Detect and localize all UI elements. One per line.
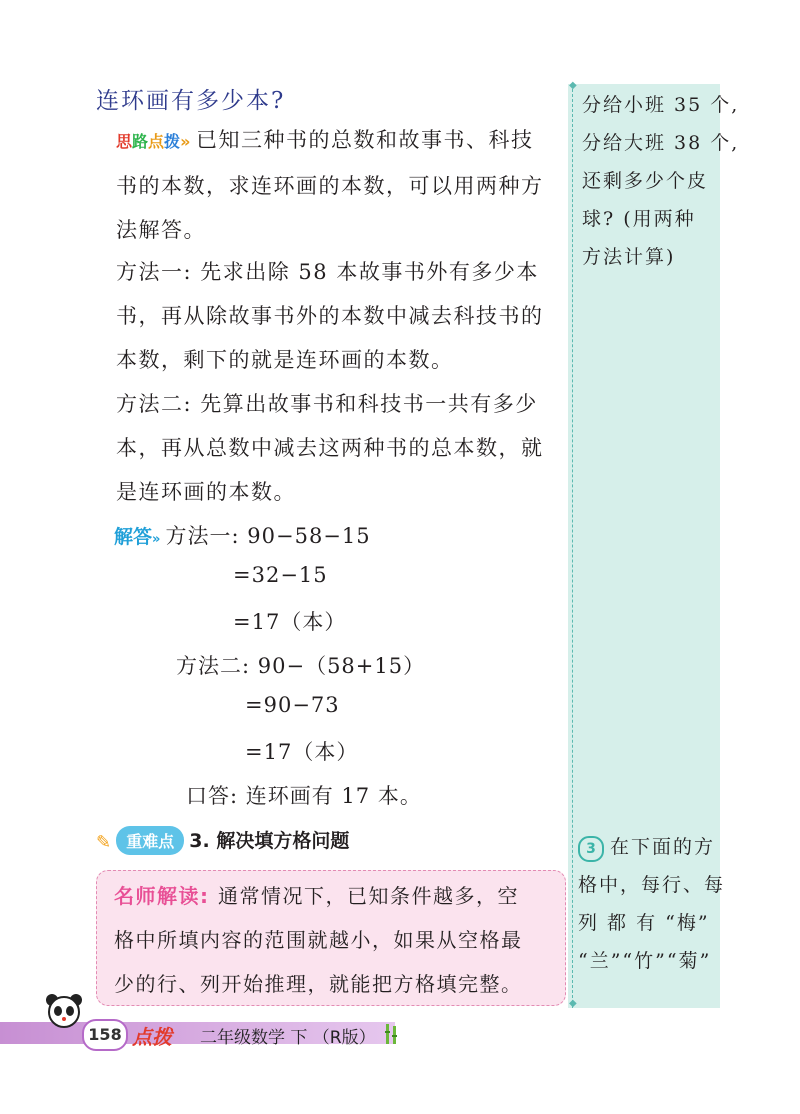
calc-line: 方法一: 90−58−15 bbox=[165, 524, 371, 548]
method-line: 本，再从总数中减去这两种书的总本数，就 bbox=[116, 436, 544, 460]
sidebar-divider bbox=[572, 84, 573, 1008]
calc-line: 方法二: 90−（58+15） bbox=[176, 654, 426, 678]
calc-line: =32−15 bbox=[233, 563, 328, 587]
method-two-paragraph bbox=[116, 382, 544, 514]
key-point-heading bbox=[96, 826, 349, 855]
sidebar-exercise-3 bbox=[578, 828, 725, 980]
pencil-icon: ✎ bbox=[96, 832, 112, 853]
page-number: 158 bbox=[82, 1019, 128, 1051]
method-one-paragraph bbox=[116, 250, 544, 382]
sidebar-exercise-2 bbox=[582, 86, 739, 276]
brand-logo: 点拨 bbox=[132, 1025, 172, 1049]
answer-row-1: 解答» 方法一: 90−58−15 bbox=[114, 524, 371, 548]
key-point-title: 3. 解决填方格问题 bbox=[189, 830, 350, 852]
oral-answer: 口答: 连环画有 17 本。 bbox=[186, 784, 422, 808]
sidebar-line: 球? (用两种 bbox=[582, 208, 696, 230]
panda-mascot-icon bbox=[42, 992, 86, 1036]
method-line: 本数，剩下的就是连环画的本数。 bbox=[116, 348, 454, 372]
answer-label: 解答 bbox=[114, 526, 153, 548]
sidebar-line: 分给小班 35 个, bbox=[582, 94, 740, 116]
teacher-note-label: 名师解读 bbox=[114, 884, 200, 908]
teacher-line: 少的行、列开始推理，就能把方格填完整。 bbox=[114, 972, 523, 996]
teacher-line: 通常情况下，已知条件越多，空 bbox=[217, 884, 519, 908]
teacher-line: 格中所填内容的范围就越小，如果从空格最 bbox=[114, 928, 523, 952]
bamboo-icon bbox=[383, 1022, 401, 1050]
sidebar-line: “兰”“竹”“菊” bbox=[578, 950, 712, 972]
question-number-badge: 3 bbox=[578, 836, 604, 862]
footer-book-title: 二年级数学 下 （R版） bbox=[200, 1028, 376, 1048]
divider-dot-icon: ◆ bbox=[569, 998, 577, 1009]
method-line: 方法一: 先求出除 58 本故事书外有多少本 bbox=[116, 260, 539, 284]
sidebar-line: 方法计算) bbox=[582, 246, 676, 268]
sidebar-line: 还剩多少个皮 bbox=[582, 170, 709, 192]
sidebar-line: 列 都 有 “梅” bbox=[578, 912, 710, 934]
method-line: 是连环画的本数。 bbox=[116, 480, 296, 504]
calc-line: =17（本） bbox=[245, 740, 359, 764]
think-tip-label: 思路点拨» bbox=[116, 132, 191, 151]
key-point-pill: 重难点 bbox=[116, 826, 184, 855]
sidebar-line: 格中，每行、每 bbox=[578, 874, 726, 896]
sidebar-line: 在下面的方 bbox=[610, 836, 716, 858]
method-line: 书，再从除故事书外的本数中减去科技书的 bbox=[116, 304, 544, 328]
calc-line: =17（本） bbox=[233, 610, 347, 634]
think-line: 法解答。 bbox=[116, 218, 206, 242]
think-paragraph bbox=[116, 118, 571, 252]
think-line: 书的本数，求连环画的本数，可以用两种方 bbox=[116, 174, 544, 198]
method-line: 方法二: 先算出故事书和科技书一共有多少 bbox=[116, 392, 538, 416]
think-line: 已知三种书的总数和故事书、科技 bbox=[195, 128, 534, 152]
teacher-note-text: 名师解读: 通常情况下，已知条件越多，空 格中所填内容的范围就越小，如果从空格最 少的行、列开始推理，就能把方格填完整。 bbox=[114, 874, 523, 1006]
sidebar-line: 分给大班 38 个, bbox=[582, 132, 740, 154]
calc-line: =90−73 bbox=[245, 693, 340, 717]
question-title: 连环画有多少本? bbox=[96, 88, 286, 114]
divider-dot-icon: ◆ bbox=[569, 80, 577, 91]
